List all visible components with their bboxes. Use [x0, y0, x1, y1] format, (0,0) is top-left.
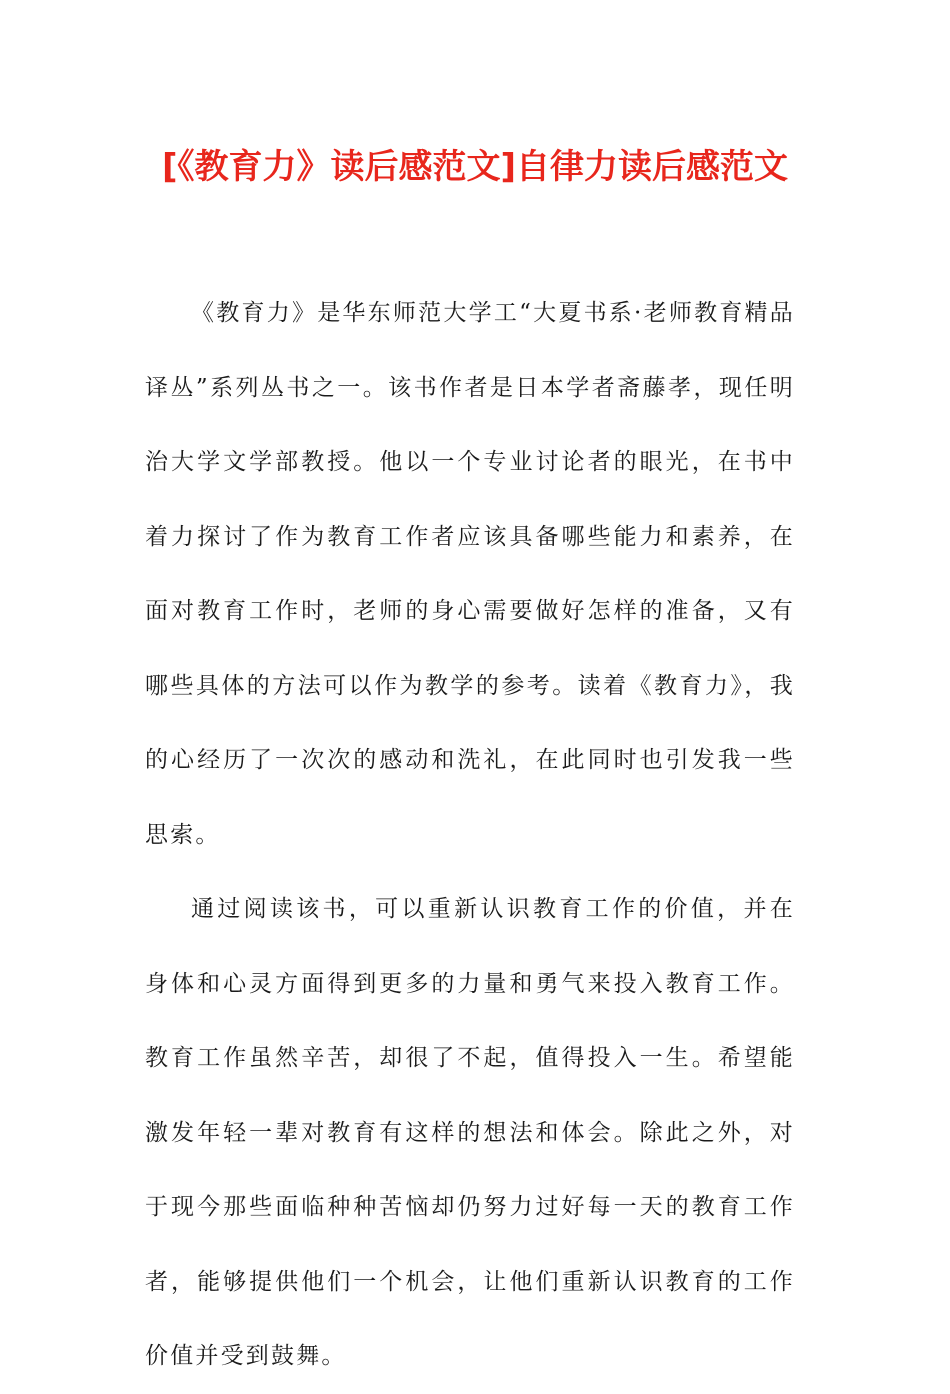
document-title: [《教育力》读后感范文]自律力读后感范文	[161, 147, 789, 187]
document-body	[145, 276, 795, 1394]
paragraph-1: 《教育力》是华东师范大学工“大夏书系·老师教育精品译丛”系列丛书之一。该书作者是日本学者斋藤孝，现任明治大学文学部教授。他以一个专业讨论者的眼光，在书中着力探讨了作为教育工作者应该具备哪些能力和素养，在面对教育工作时，老师的身心需要做好怎样的准备，又有哪些具体的方法可以作为教学的参考。读着《教育力》，我的心经历了一次次的感动和洗礼，在此同时也引发我一些思索。	[145, 300, 795, 848]
paragraph-2: 通过阅读该书，可以重新认识教育工作的价值，并在身体和心灵方面得到更多的力量和勇气来投入教育工作。教育工作虽然辛苦，却很了不起，值得投入一生。希望能激发年轻一辈对教育有这样的想法和体会。除此之外，对于现今那些面临种种苦恼却仍努力过好每一天的教育工作者，能够提供他们一个机会，让他们重新认识教育的工作价值并受到鼓舞。	[145, 896, 795, 1369]
